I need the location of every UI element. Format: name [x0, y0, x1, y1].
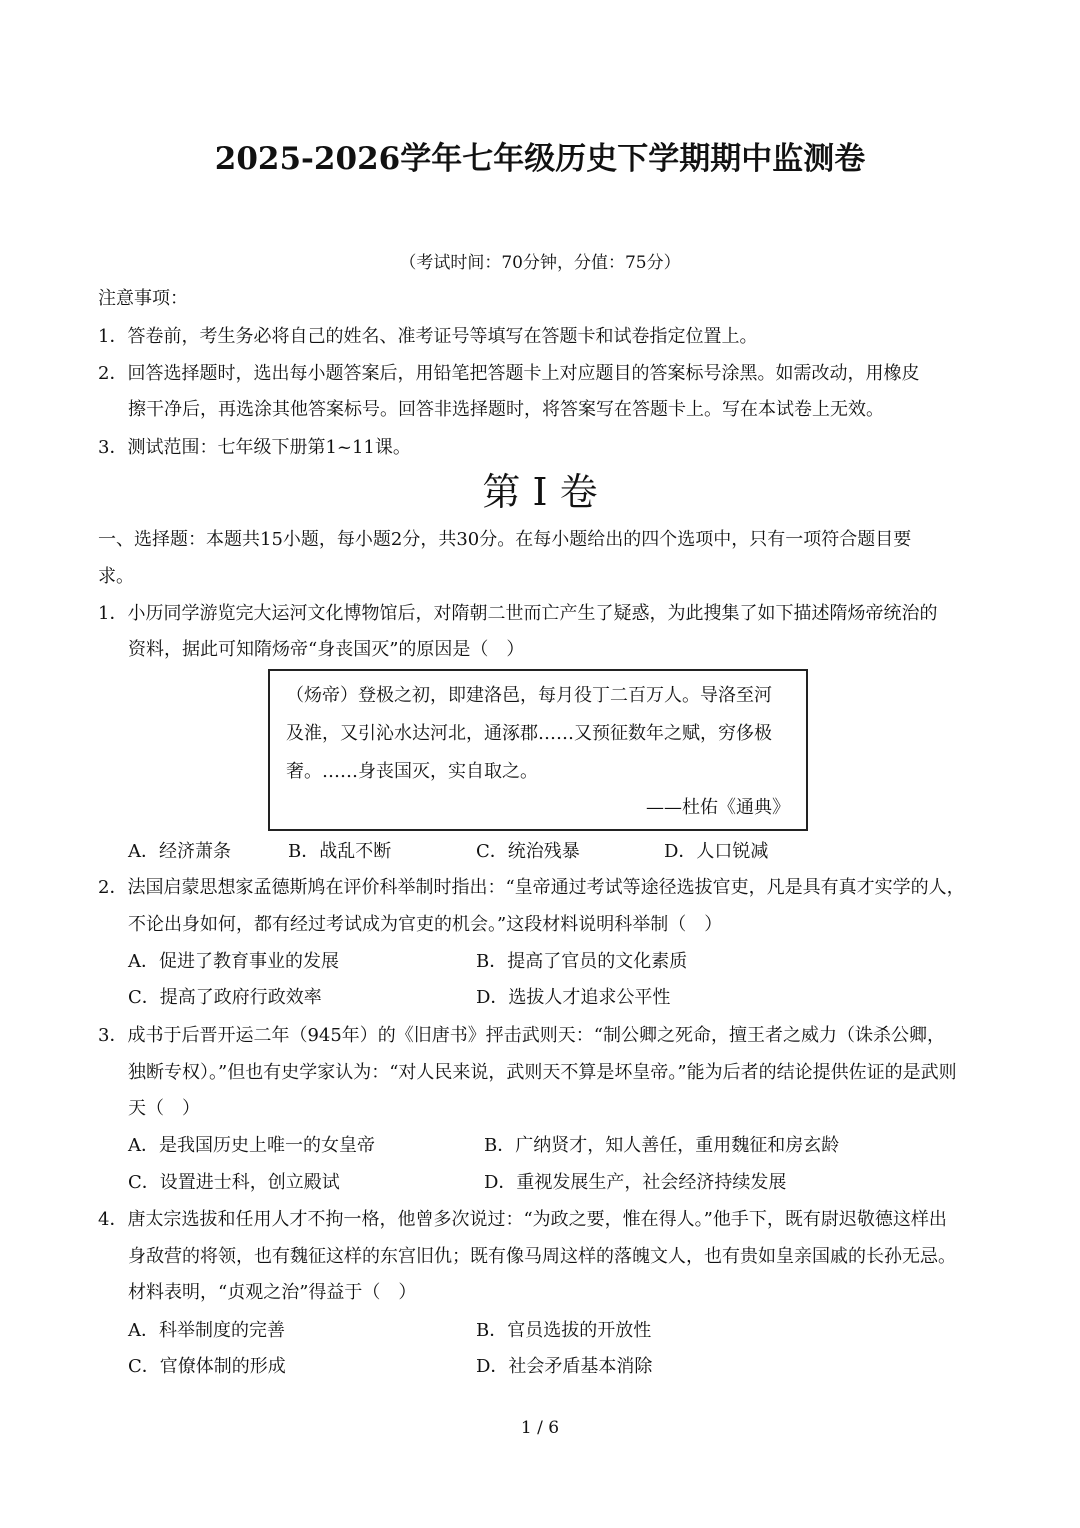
question-3-line-3: 天（ ） — [128, 1098, 200, 1119]
q1-option-d: D．人口锐减 — [664, 841, 769, 862]
note-item-2-line-2: 擦干净后，再选涂其他答案标号。回答非选择题时，将答案写在答题卡上。写在本试卷上无效。 — [128, 399, 884, 420]
q3-option-b: B．广纳贤才，知人善任，重用魏征和房玄龄 — [484, 1135, 840, 1156]
quote-line-2: 及淮，又引沁水达河北，通涿郡……又预征数年之赋，穷侈极 — [286, 723, 772, 744]
page-title: 2025-2026学年七年级历史下学期期中监测卷 — [214, 141, 866, 177]
question-2-line-1: 2．法国启蒙思想家孟德斯鸠在评价科举制时指出：“皇帝通过考试等途径选拔官吏，凡是具有真才实学的人， — [98, 877, 965, 898]
q3-option-c: C．设置进士科，创立殿试 — [128, 1172, 340, 1193]
q4-option-c: C．官僚体制的形成 — [128, 1356, 286, 1377]
q2-option-a: A．促进了教育事业的发展 — [128, 951, 339, 972]
question-2-line-2: 不论出身如何，都有经过考试成为官吏的机会。”这段材料说明科举制（ ） — [128, 914, 723, 935]
notes-heading: 注意事项： — [98, 288, 188, 309]
quote-line-1: （炀帝）登极之初，即建洛邑，每月役丁二百万人。导洛至河 — [286, 685, 772, 706]
q3-option-d: D．重视发展生产，社会经济持续发展 — [484, 1172, 787, 1193]
exam-info: （考试时间：70分钟，分值：75分） — [399, 253, 681, 273]
page-number: 1 / 6 — [520, 1418, 560, 1438]
note-item-2-line-1: 2．回答选择题时，选出每小题答案后，用铅笔把答题卡上对应题目的答案标号涂黑。如需改动，用橡皮 — [98, 363, 920, 384]
q4-option-d: D．社会矛盾基本消除 — [476, 1356, 653, 1377]
q4-option-a: A．科举制度的完善 — [128, 1320, 285, 1341]
question-3-line-2: 独断专权）。”但也有史学家认为：“对人民来说，武则天不算是坏皇帝。”能为后者的结论提供佐证的是武则 — [128, 1062, 957, 1083]
question-4-line-1: 4．唐太宗选拔和任用人才不拘一格，他曾多次说过：“为政之要，惟在得人。”他手下，既有尉迟敬德这样出 — [98, 1209, 947, 1230]
q1-option-b: B．战乱不断 — [288, 841, 392, 862]
note-item-1: 1．答卷前，考生务必将自己的姓名、准考证号等填写在答题卡和试卷指定位置上。 — [98, 326, 758, 347]
q1-option-a: A．经济萧条 — [128, 841, 231, 862]
q3-option-a: A．是我国历史上唯一的女皇帝 — [128, 1135, 375, 1156]
question-3-line-1: 3．成书于后晋开运二年（945年）的《旧唐书》抨击武则天：“制公卿之死命，擅王者之威力（诛杀公卿， — [98, 1025, 946, 1046]
section-instruction-line-2: 求。 — [98, 566, 134, 587]
question-4-line-2: 身敌营的将领，也有魏征这样的东宫旧仇；既有像马周这样的落魄文人，也有贵如皇亲国戚的长孙无忌。 — [128, 1246, 956, 1267]
quote-box — [268, 669, 808, 831]
section-instruction-line-1: 一、选择题：本题共15小题，每小题2分，共30分。在每小题给出的四个选项中，只有一项符合题目要 — [98, 529, 912, 550]
q4-option-b: B．官员选拔的开放性 — [476, 1320, 652, 1341]
question-4-line-3: 材料表明，“贞观之治”得益于（ ） — [128, 1282, 417, 1303]
q2-option-d: D．选拔人才追求公平性 — [476, 987, 671, 1008]
quote-line-3: 奢。……身丧国灭，实自取之。 — [286, 761, 538, 782]
quote-source: ——杜佑《通典》 — [646, 797, 790, 818]
q2-option-c: C．提高了政府行政效率 — [128, 987, 322, 1008]
volume-title: 第 I 卷 — [482, 470, 598, 514]
question-1-line-1: 1．小历同学游览完大运河文化博物馆后，对隋朝二世而亡产生了疑惑，为此搜集了如下描述隋炀帝统治的 — [98, 603, 938, 624]
q1-option-c: C．统治残暴 — [476, 841, 580, 862]
note-item-3: 3．测试范围：七年级下册第1~11课。 — [98, 437, 411, 458]
q2-option-b: B．提高了官员的文化素质 — [476, 951, 688, 972]
question-1-line-2: 资料，据此可知隋炀帝“身丧国灭”的原因是（ ） — [128, 639, 525, 660]
